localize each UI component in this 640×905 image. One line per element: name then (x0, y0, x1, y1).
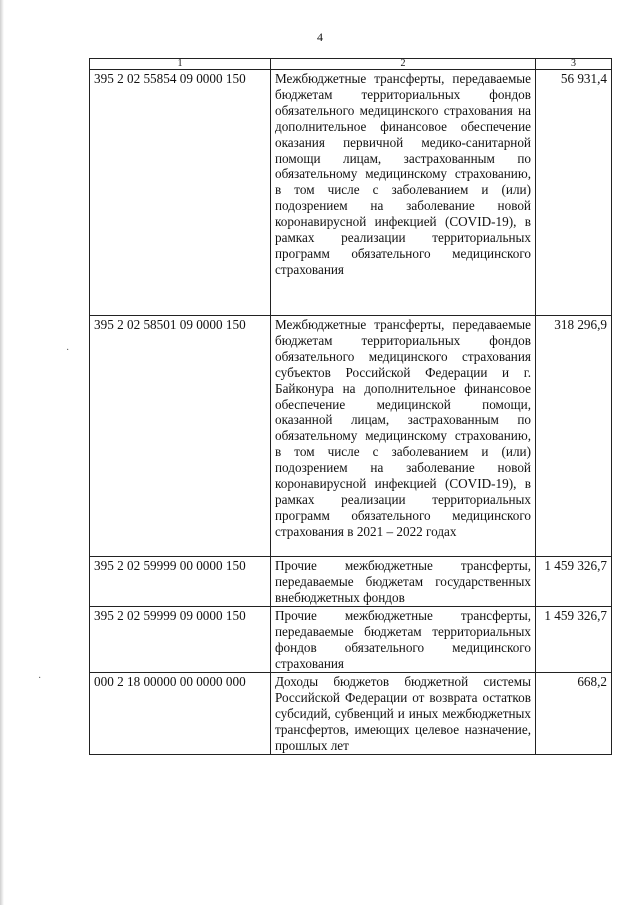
budget-table (89, 58, 612, 755)
income-description: Прочие межбюджетные трансферты, передаваемые бюджетам территориальных фондов обязательного медицинского страхования (271, 607, 536, 673)
budget-code: 395 2 02 55854 09 0000 150 (90, 70, 271, 316)
amount: 56 931,4 (536, 70, 612, 316)
table-row (90, 557, 612, 607)
column-header: 1 (90, 59, 271, 70)
income-description: Межбюджетные трансферты, передаваемые бюджетам территориальных фондов обязательного медицинского страхования на дополнительное финансовое обеспечение оказания первичной медико-санитарной помощи лицам, застрахованным по обязательному медицинскому страхованию, в том числе с заболеванием и (или) подозрением на заболевание новой коронавирусной инфекцией (COVID-19), в рамках реализации территориальных программ обязательного медицинского страхования (271, 70, 536, 316)
column-header: 2 (271, 59, 536, 70)
income-description: Межбюджетные трансферты, передаваемые бюджетам территориальных фондов обязательного медицинского страхования субъектов Российской Федерации и г. Байконура на дополнительное финансовое обеспечение медицинской помощи, оказанной лицам, застрахованным по обязательному медицинскому страхованию, в том числе с заболеванием и (или) подозрением на заболевание новой коронавирусной инфекцией (COVID-19), в рамках реализации территориальных программ обязательного медицинского страхования в 2021 – 2022 годах (271, 316, 536, 557)
budget-code: 000 2 18 00000 00 0000 000 (90, 673, 271, 755)
table-row (90, 70, 612, 316)
amount: 668,2 (536, 673, 612, 755)
amount: 1 459 326,7 (536, 557, 612, 607)
column-header: 3 (536, 59, 612, 70)
table-row (90, 607, 612, 673)
page-number: 4 (317, 30, 323, 44)
income-description: Прочие межбюджетные трансферты, передаваемые бюджетам государственных внебюджетных фондов (271, 557, 536, 607)
scan-speck: · (38, 673, 42, 684)
budget-code: 395 2 02 59999 00 0000 150 (90, 557, 271, 607)
income-description: Доходы бюджетов бюджетной системы Российской Федерации от возврата остатков субсидий, субвенций и иных межбюджетных трансфертов, имеющих целевое назначение, прошлых лет (271, 673, 536, 755)
budget-code: 395 2 02 59999 09 0000 150 (90, 607, 271, 673)
scan-speck: · (66, 345, 70, 356)
scan-edge (0, 0, 4, 905)
amount: 318 296,9 (536, 316, 612, 557)
header-row (90, 59, 612, 70)
budget-code: 395 2 02 58501 09 0000 150 (90, 316, 271, 557)
table-row (90, 316, 612, 557)
amount: 1 459 326,7 (536, 607, 612, 673)
table-row (90, 673, 612, 755)
